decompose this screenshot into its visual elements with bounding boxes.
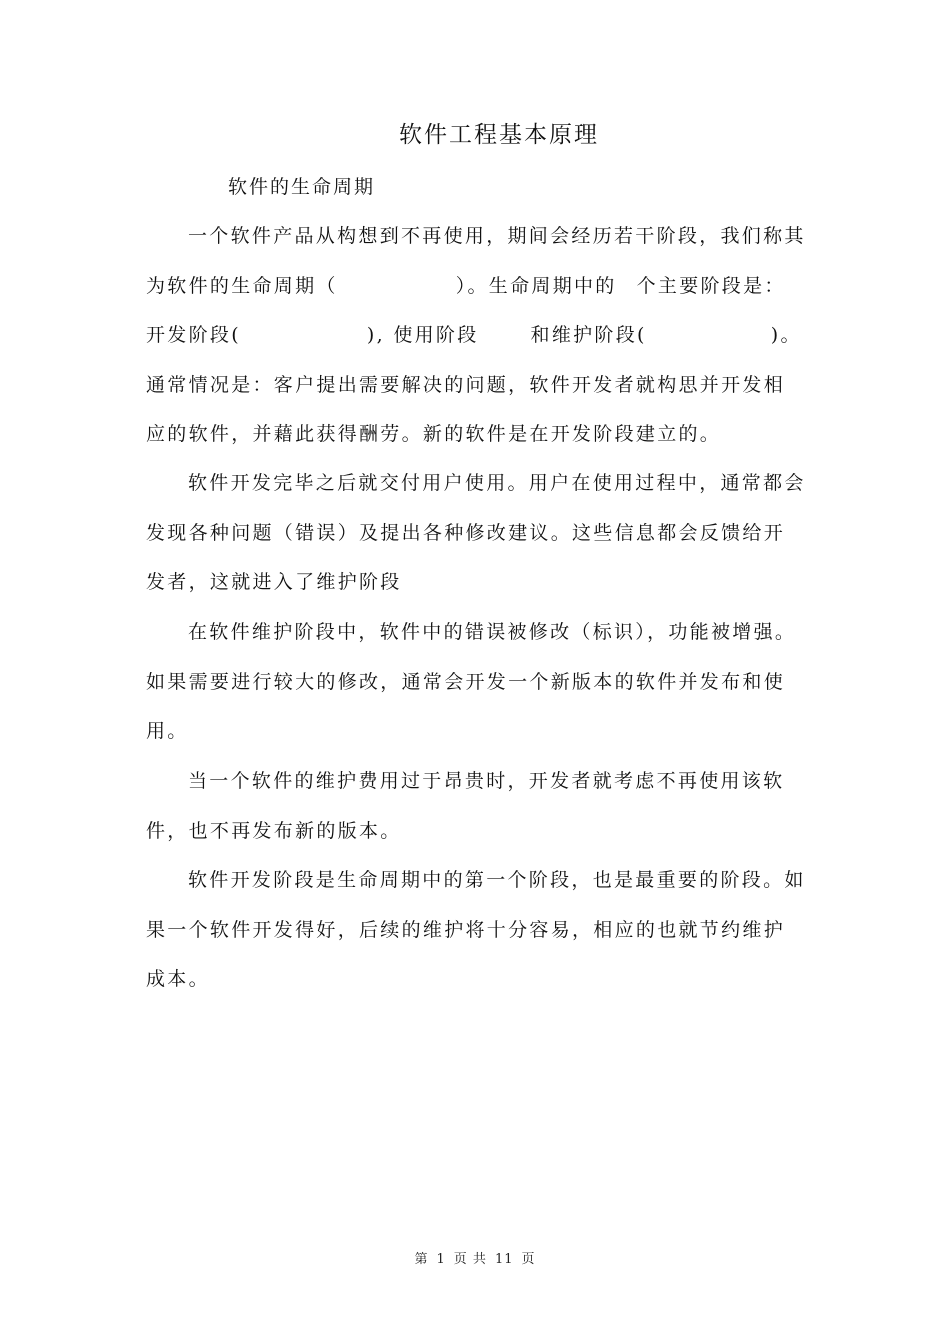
page-footer: [0, 1248, 950, 1267]
paragraph-5: 软件开发阶段是生命周期中的第一个阶段，也是最重要的阶段。如果一个软件开发得好，后续的维护将十分容易，相应的也就节约维护成本。: [146, 869, 806, 990]
footer-page-number: 1: [436, 1252, 446, 1267]
section-heading: 软件的生命周期: [228, 176, 376, 198]
footer-prefix: 第: [414, 1252, 429, 1267]
paragraph-4: 当一个软件的维护费用过于昂贵时，开发者就考虑不再使用该软件，也不再发布新的版本。: [146, 770, 785, 842]
paragraph-1: [146, 212, 806, 460]
paragraph-2: 软件开发完毕之后就交付用户使用。用户在使用过程中，通常都会发现各种问题（错误）及提出各种修改建议。这些信息都会反馈给开发者，这就进入了维护阶段: [146, 472, 806, 593]
paragraph-5-block: [146, 856, 806, 1005]
footer-suffix: 页: [521, 1252, 536, 1267]
document-title: 软件工程基本原理: [399, 122, 599, 148]
paragraph-3: 在软件维护阶段中，软件中的错误被修改（标识），功能被增强。如果需要进行较大的修改，通常会开发一个新版本的软件并发布和使用。: [146, 621, 797, 742]
paragraph-1-part-3: 个主要阶段是：开发阶段(: [146, 274, 786, 346]
footer-mid: 页 共: [453, 1252, 487, 1267]
footer-total-pages: 11: [494, 1252, 514, 1267]
paragraph-1-part-1: 一个软件产品从构想到不再使用，期间会经历若干阶段，我们称其为软件的生命周期（: [146, 225, 806, 297]
paragraph-1-part-4: ), 使用阶段: [366, 324, 479, 346]
paragraph-3-block: [146, 608, 806, 757]
document-body: [146, 212, 806, 460]
paragraph-1-part-5: 和维护阶段(: [530, 324, 647, 346]
paragraph-4-block: [146, 757, 806, 856]
paragraph-1-part-2: ）。生命周期中的: [455, 274, 617, 297]
paragraph-1-part-6: )。通常情况是：客户提出需要解决的问题，软件开发者就构思并开发相应的软件，并藉此获得酬劳。新的软件是在开发阶段建立的。: [146, 324, 802, 445]
paragraph-2-block: [146, 459, 806, 608]
